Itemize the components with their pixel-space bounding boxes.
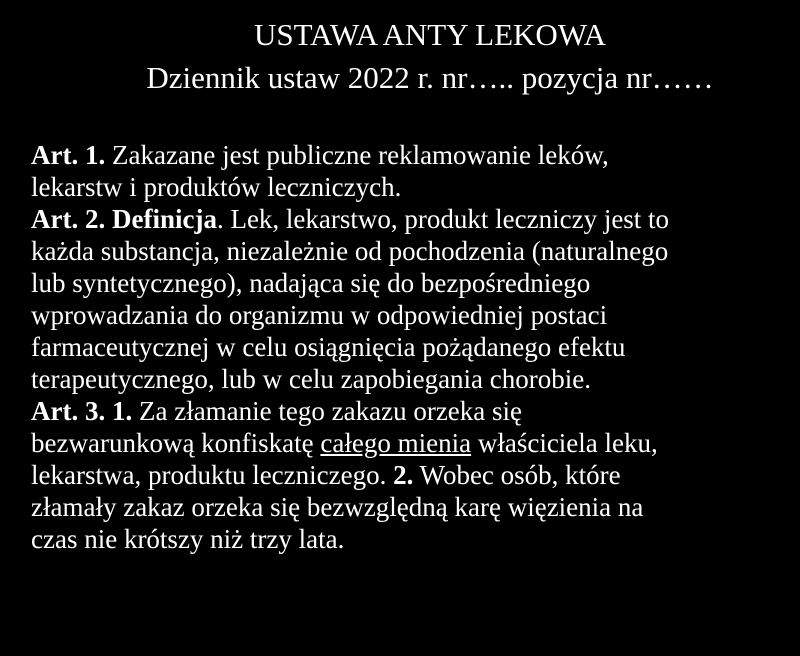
article-3-line-5: czas nie krótszy niż trzy lata. <box>31 524 345 554</box>
article-3-text-part: lekarstwa, produktu leczniczego. <box>31 460 394 490</box>
document-title: USTAWA ANTY LEKOWA <box>253 17 607 52</box>
article-3-label: Art. 3. 1. <box>31 396 133 426</box>
underlined-phrase: całego mienia <box>320 428 472 458</box>
article-2-text: . Lek, lekarstwo, produkt leczniczy jest to <box>216 204 670 234</box>
article-3-paragraph-2-label: 2. <box>393 460 414 490</box>
document-body <box>31 139 800 555</box>
article-1-line-2: lekarstw i produktów leczniczych. <box>31 172 402 202</box>
article-3-line-3 <box>31 459 800 491</box>
article-3-line-4: złamały zakaz orzeka się bezwzględną karę więzienia na <box>31 492 644 522</box>
article-3-text-part: bezwarunkową konfiskatę <box>31 428 321 458</box>
article-3-text-part: właściciela leku, <box>471 428 658 458</box>
article-2-line-3: lub syntetycznego), nadająca się do bezpośredniego <box>31 268 591 298</box>
article-2-line-6: terapeutycznego, lub w celu zapobiegania chorobie. <box>31 364 591 394</box>
article-2-line-4: wprowadzania do organizmu w odpowiedniej postaci <box>31 300 608 330</box>
article-2-line-2: każda substancja, niezależnie od pochodzenia (naturalnego <box>31 236 669 266</box>
article-3-line-1 <box>31 395 800 427</box>
article-3-line-2 <box>31 427 800 459</box>
article-2-label: Art. 2. Definicja <box>31 204 217 234</box>
article-1-line-1 <box>31 139 800 171</box>
article-1-label: Art. 1. <box>31 140 106 170</box>
article-3-text-part: Wobec osób, które <box>413 460 621 490</box>
article-1-text: Zakazane jest publiczne reklamowanie leków, <box>105 140 609 170</box>
article-2-line-5: farmaceutycznej w celu osiągnięcia pożądanego efektu <box>31 332 626 362</box>
document-subtitle: Dziennik ustaw 2022 r. nr….. pozycja nr…… <box>146 60 714 95</box>
article-2-line-1 <box>31 203 800 235</box>
article-3-text: Za złamanie tego zakazu orzeka się <box>132 396 523 426</box>
